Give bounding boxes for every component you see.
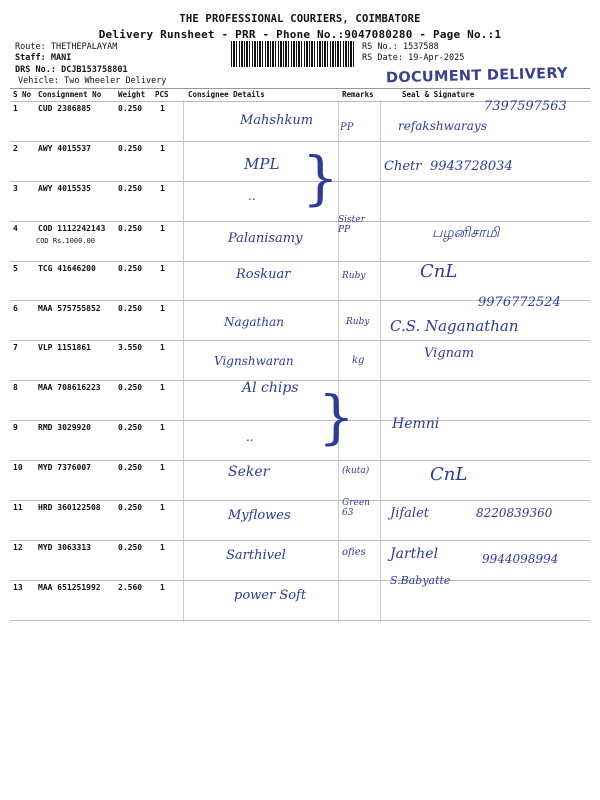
row-consignee-handwritten: power Soft <box>234 587 307 603</box>
row-weight: 0.250 <box>118 104 143 113</box>
table-row <box>10 340 590 381</box>
rs-no-line: RS No.: 1537588 <box>362 42 439 52</box>
row-phone-handwritten: 9976772524 <box>478 294 561 310</box>
row-signature-handwritten: refakshwarays <box>398 119 487 133</box>
col-signature: Seal & Signature <box>402 90 475 99</box>
row-consignee-handwritten: Palanisamy <box>228 230 303 246</box>
row-consignment-no: CUD 2386885 <box>38 104 91 113</box>
row-pcs: 1 <box>160 104 165 113</box>
row-consignment-no: AWY 4015537 <box>38 143 91 153</box>
row-remarks-handwritten: PP <box>340 122 354 133</box>
row-signature-handwritten: Chetr <box>384 158 422 174</box>
row-consignee-handwritten: Myflowes <box>228 508 291 523</box>
col-consignment: Consignment No <box>38 90 102 99</box>
row-consignment-no: AWY 4015535 <box>38 183 91 193</box>
row-weight: 3.550 <box>118 343 143 353</box>
row-remarks-handwritten: Sister PP <box>338 214 365 235</box>
row-sno: 12 <box>13 542 23 552</box>
row-pcs: 1 <box>160 383 165 393</box>
brace-mark: } <box>318 383 355 452</box>
row-signature-handwritten: CnL <box>430 464 468 486</box>
rs-date-line: RS Date: 19-Apr-2025 <box>362 53 465 63</box>
row-signature-handwritten: C.S. Naganathan <box>390 316 519 335</box>
row-phone-handwritten: 9943728034 <box>430 158 513 174</box>
row-sno: 9 <box>13 423 18 433</box>
row-weight: 0.250 <box>118 183 143 193</box>
row-sno: 3 <box>13 183 18 193</box>
row-sno: 4 <box>13 223 18 233</box>
row-remarks-handwritten: Ruby <box>346 316 370 327</box>
row-phone-handwritten: 7397597563 <box>484 99 567 114</box>
row-pcs: 1 <box>160 542 165 552</box>
row-consignee-handwritten: Seker <box>228 464 270 481</box>
runsheet-subtitle: Delivery Runsheet - PRR - Phone No.:9047080280 - Page No.:1 <box>98 28 502 41</box>
row-pcs: 1 <box>160 463 165 473</box>
row-pcs: 1 <box>160 503 165 512</box>
row-pcs: 1 <box>160 143 165 153</box>
row-signature-handwritten: Jifalet <box>390 506 430 521</box>
row-signature-handwritten: Vignam <box>424 346 475 362</box>
row-signature-handwritten: CnL <box>420 260 458 282</box>
row-consignee-handwritten: Sarthivel <box>226 547 286 563</box>
row-consignee-handwritten: Roskuar <box>236 266 291 282</box>
row-sno: 8 <box>13 383 18 393</box>
row-consignment-no: MAA 651251992 <box>38 582 101 592</box>
row-sno: 13 <box>13 582 23 592</box>
row-consignee-handwritten: Vignshwaran <box>214 354 294 369</box>
row-pcs: 1 <box>160 582 165 592</box>
row-sno: 10 <box>13 463 23 473</box>
row-consignee-handwritten: Mahshkum <box>240 113 314 128</box>
row-weight: 0.250 <box>118 303 143 313</box>
row-sno: 1 <box>13 104 18 113</box>
table-row <box>10 420 590 461</box>
row-remarks-handwritten: (kuta) <box>342 466 370 477</box>
row-remarks-handwritten: Green 63 <box>342 498 370 518</box>
row-consignment-no: TCG 41646200 <box>38 263 96 273</box>
vehicle-line: Vehicle: Two Wheeler Delivery <box>18 76 167 86</box>
row-consignment-no: MYD 7376007 <box>38 463 91 473</box>
row-consignment-no: RMD 3029920 <box>38 423 91 433</box>
row-weight: 0.250 <box>118 223 143 233</box>
table-row <box>10 460 590 501</box>
row-cod-amount: COD Rs.1000.00 <box>36 236 96 245</box>
staff-value: MANI <box>50 53 72 63</box>
row-weight: 2.560 <box>118 582 143 592</box>
row-consignment-no: HRD 360122508 <box>38 503 101 512</box>
barcode-image <box>231 41 354 67</box>
row-weight: 0.250 <box>118 423 143 433</box>
row-weight: 0.250 <box>118 383 143 393</box>
row-consignment-no: MAA 575755852 <box>38 303 101 313</box>
row-sno: 11 <box>13 503 23 512</box>
col-consignee: Consignee Details <box>188 90 265 99</box>
brace-mark: } <box>302 143 339 212</box>
row-weight: 0.250 <box>118 542 143 552</box>
row-consignee-handwritten: MPL <box>244 154 280 173</box>
row-weight: 0.250 <box>118 263 143 273</box>
document-delivery-stamp: DOCUMENT DELIVERY <box>385 65 569 87</box>
staff-line: Staff: MANI <box>15 53 72 63</box>
row-consignment-no: MAA 708616223 <box>38 383 101 393</box>
route-line: Route: THETHEPALAYAM <box>15 42 118 52</box>
route-value: THETHEPALAYAM <box>50 42 118 52</box>
row-weight: 0.250 <box>118 143 143 153</box>
row-remarks-handwritten: Ruby <box>342 270 366 281</box>
row-consignment-no: COD 1112242143 <box>38 223 106 233</box>
row-signature-handwritten: Jarthel <box>390 545 439 562</box>
row-pcs: 1 <box>160 423 165 433</box>
row-consignment-no: MYD 3063313 <box>38 542 91 552</box>
row-pcs: 1 <box>160 183 165 193</box>
col-pcs: PCS <box>155 90 169 99</box>
row-sno: 7 <box>13 343 18 353</box>
vehicle-value: Two Wheeler Delivery <box>64 76 167 86</box>
row-signature-handwritten: Hemni <box>392 416 440 433</box>
row-pcs: 1 <box>160 263 165 273</box>
row-pcs: 1 <box>160 303 165 313</box>
row-sno: 2 <box>13 143 18 153</box>
drs-value: DCJB153758801 <box>61 65 128 75</box>
rs-date-value: 19-Apr-2025 <box>408 53 465 63</box>
row-consignee-handwritten: .. <box>248 188 256 203</box>
row-pcs: 1 <box>160 343 165 353</box>
row-pcs: 1 <box>160 223 165 233</box>
col-sno: S No <box>13 90 32 99</box>
col-weight: Weight <box>118 90 146 99</box>
company-title: THE PROFESSIONAL COURIERS, COIMBATORE <box>179 13 421 25</box>
row-signature-handwritten: S.Babyatte <box>390 573 451 587</box>
row-weight: 0.250 <box>118 463 143 473</box>
row-consignment-no: VLP 1151861 <box>38 343 91 353</box>
row-remarks-handwritten: kg <box>352 355 365 367</box>
rs-no-value: 1537588 <box>402 42 439 52</box>
row-phone-handwritten: 8220839360 <box>476 506 553 520</box>
row-weight: 0.250 <box>118 503 143 512</box>
row-sno: 6 <box>13 303 18 313</box>
row-signature-handwritten: பழனிசாமி <box>432 224 500 241</box>
table-row <box>10 181 590 222</box>
col-remarks: Remarks <box>342 90 374 99</box>
row-consignee-handwritten: .. <box>246 430 254 445</box>
row-remarks-handwritten: ofies <box>342 546 366 558</box>
row-sno: 5 <box>13 263 18 273</box>
row-phone-handwritten: 9944098994 <box>482 551 559 566</box>
row-consignee-handwritten: Al chips <box>242 380 299 397</box>
row-consignee-handwritten: Nagathan <box>224 314 284 329</box>
drs-line: DRS No.: DCJB153758801 <box>15 65 128 75</box>
